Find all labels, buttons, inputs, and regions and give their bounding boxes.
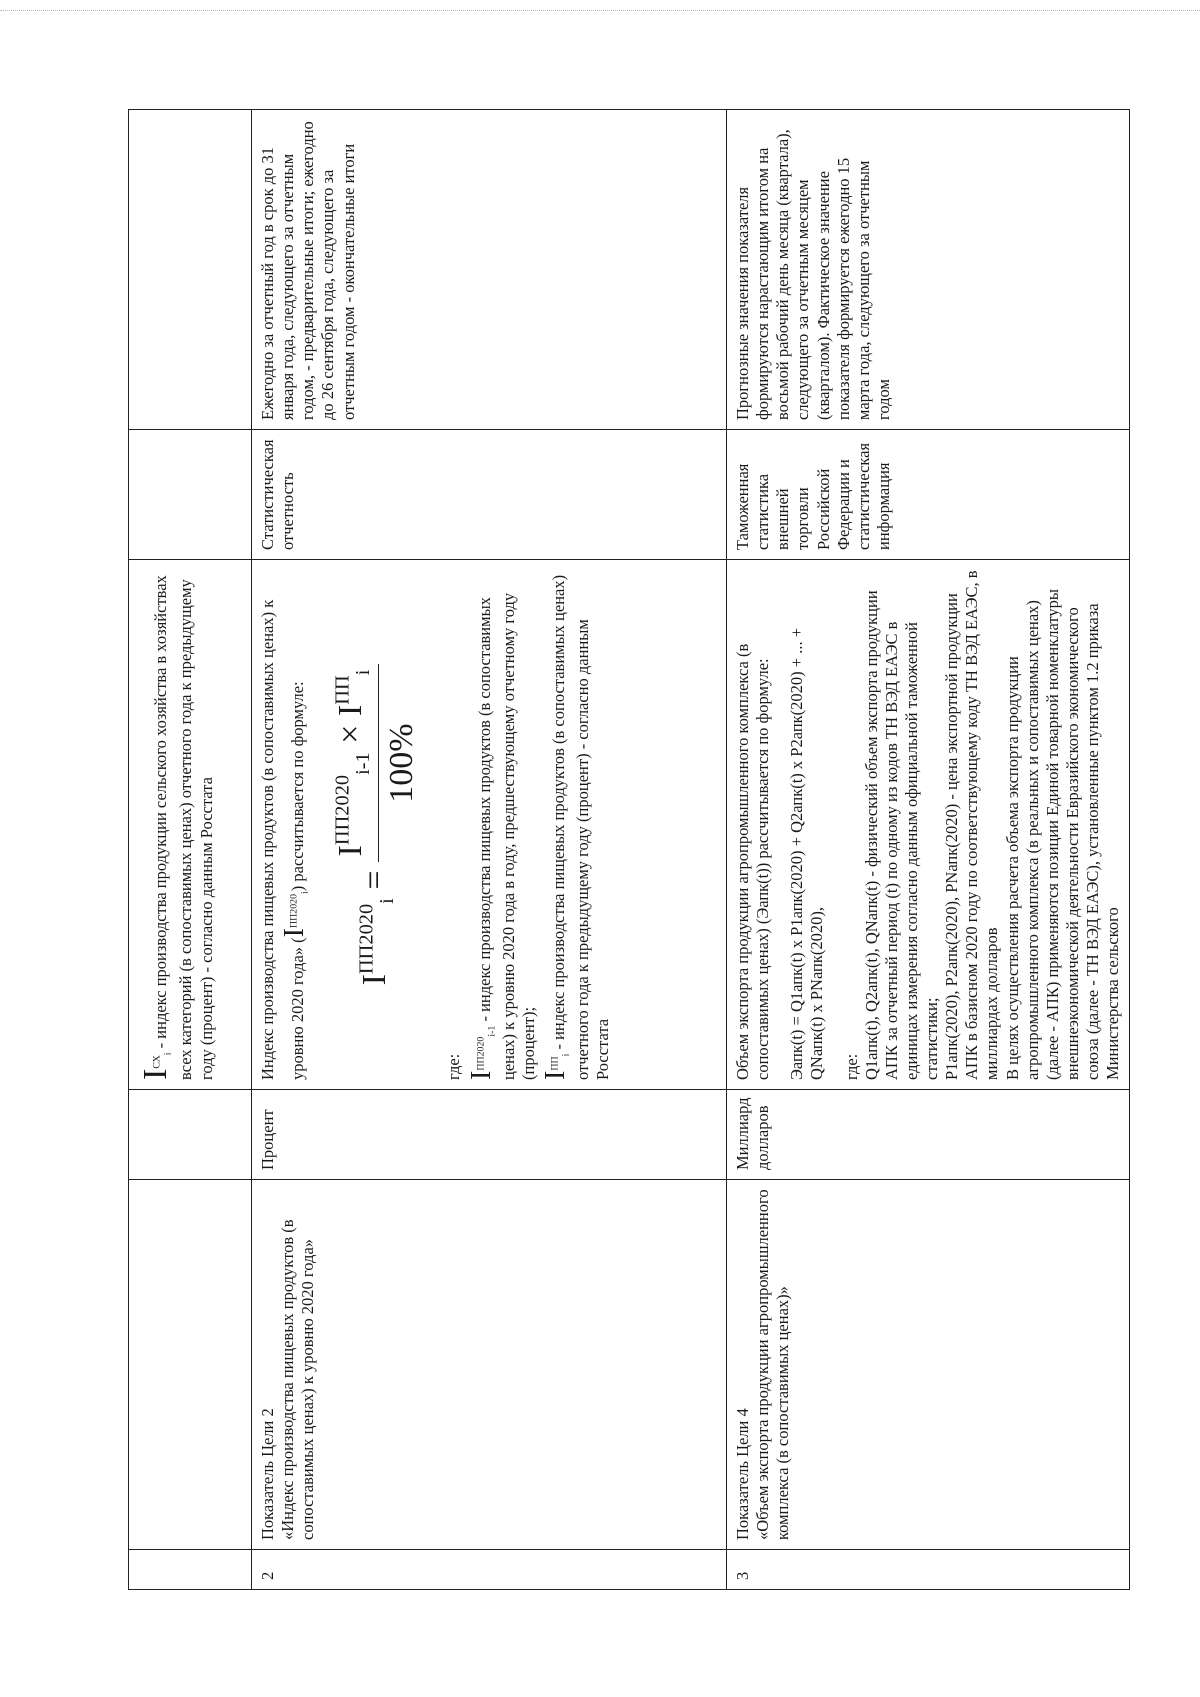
cell-number: 3 bbox=[727, 1550, 1130, 1590]
method-text: - индекс производства продукции сельского хозяйства в хозяйствах всех категорий (в сопоставимых ценах) отчетного года к предыдущему году (процент) - согласно данным Росстата bbox=[151, 575, 216, 1080]
cell-indicator-name bbox=[727, 1180, 1130, 1550]
cell-method bbox=[727, 560, 1130, 1090]
rotated-table-sheet bbox=[128, 110, 1123, 1590]
cell-number bbox=[129, 1550, 252, 1590]
where-label: где: bbox=[444, 1053, 464, 1080]
method-note: В целях осуществления расчета объема экспорта продукции агропромышленного комплекса (в реальных и сопоставимых ценах) (далее - АПК) применяются позиции Единой товарной номенклатуры внешнеэкономической деятельности Евразийского экономического союза (далее - ТН ВЭД ЕАЭС), установленные пунктом 1.2 приказа Министерства сельского bbox=[1002, 589, 1123, 1080]
definition-prev-index: $I^{ПП2020}_{i-1}$ - индекс производства пищевых продуктов (в сопоставимых ценах) к уровню 2020 года в году, предшествующему отчетному году (процент); bbox=[465, 592, 538, 1080]
cell-method bbox=[252, 560, 727, 1090]
cell-indicator-name bbox=[252, 1180, 727, 1550]
cell-timing bbox=[129, 110, 252, 430]
cell-source: Статистическая отчетность bbox=[252, 430, 727, 560]
food-index-formula: $I^{ПП2020}_i$ = $I^{ПП2020}_{i-1} \times I^{ПП}_i$ 100% bbox=[330, 569, 422, 1080]
indicator-title: Показатель Цели 4 bbox=[733, 1408, 752, 1540]
cell-unit bbox=[129, 1090, 252, 1180]
indicator-table bbox=[128, 109, 1130, 1590]
cell-method bbox=[129, 560, 252, 1090]
cell-source: Таможенная статистика внешней торговли Российской Федерации и статистическая информация bbox=[727, 430, 1130, 560]
method-intro: Объем экспорта продукции агропромышленного комплекса (в сопоставимых ценах) (Эапк(t)) рассчитывается по формуле: bbox=[733, 643, 773, 1080]
cell-indicator-name bbox=[129, 1180, 252, 1550]
method-intro: Индекс производства пищевых продуктов (в сопоставимых ценах) к уровню 2020 года» $(I^{ПП2020}_i)$ рассчитывается по формуле: bbox=[258, 599, 311, 1080]
table-row bbox=[129, 110, 252, 1590]
cell-number: 2 bbox=[252, 1550, 727, 1590]
page-top-border bbox=[0, 10, 1200, 11]
symbol-agri-index: $I^{СХ}_i$ bbox=[137, 1052, 174, 1080]
where-label: где: bbox=[841, 1053, 861, 1080]
table-row bbox=[727, 110, 1130, 1590]
cell-timing: Ежегодно за отчетный год в срок до 31 января года, следующего за отчетным годом, - предварительные итоги; ежегодно до 26 сентября года, следующего за отчетным годом - окончательные итоги bbox=[252, 110, 727, 430]
indicator-description: «Объем экспорта продукции агропромышленного комплекса (в сопоставимых ценах)» bbox=[753, 1189, 793, 1540]
cell-unit: Миллиард долларов bbox=[727, 1090, 1130, 1180]
definition-price: P1апк(2020), P2апк(2020), PNапк(2020) - цена экспортной продукции АПК в базисном 2020 году по соответствующему коду ТН ВЭД ЕАЭС, в миллиардах долларов bbox=[942, 570, 1002, 1080]
export-formula: Эапк(t) = Q1апк(t) x P1апк(2020) + Q2апк(t) x P2апк(2020) + ... + QNапк(t) x PNапк(2020), bbox=[787, 627, 827, 1080]
indicator-title: Показатель Цели 2 bbox=[258, 1408, 277, 1540]
cell-source bbox=[129, 430, 252, 560]
definition-quantity: Q1апк(t), Q2апк(t), QNапк(t) - физический объем экспорта продукции АПК за отчетный период (t) по одному из кодов ТН ВЭД ЕАЭС в единицах измерения согласно данным официальной таможенной статистики; bbox=[861, 590, 941, 1080]
definition-year-index: $I^{ПП}_i$ - индекс производства пищевых продуктов (в сопоставимых ценах) отчетного года к предыдущему году (процент) - согласно данным Росстата bbox=[539, 574, 613, 1080]
indicator-description: «Индекс производства пищевых продуктов (в сопоставимых ценах) к уровню 2020 года» bbox=[278, 1219, 318, 1540]
cell-unit: Процент bbox=[252, 1090, 727, 1180]
table-row bbox=[252, 110, 727, 1590]
cell-timing: Прогнозные значения показателя формируются нарастающим итогом на восьмой рабочий день месяца (квартала), следующего за отчетным месяцем (кварталом). Фактическое значение показателя формируется ежегодно 15 марта года, следующего за отчетным годом bbox=[727, 110, 1130, 430]
